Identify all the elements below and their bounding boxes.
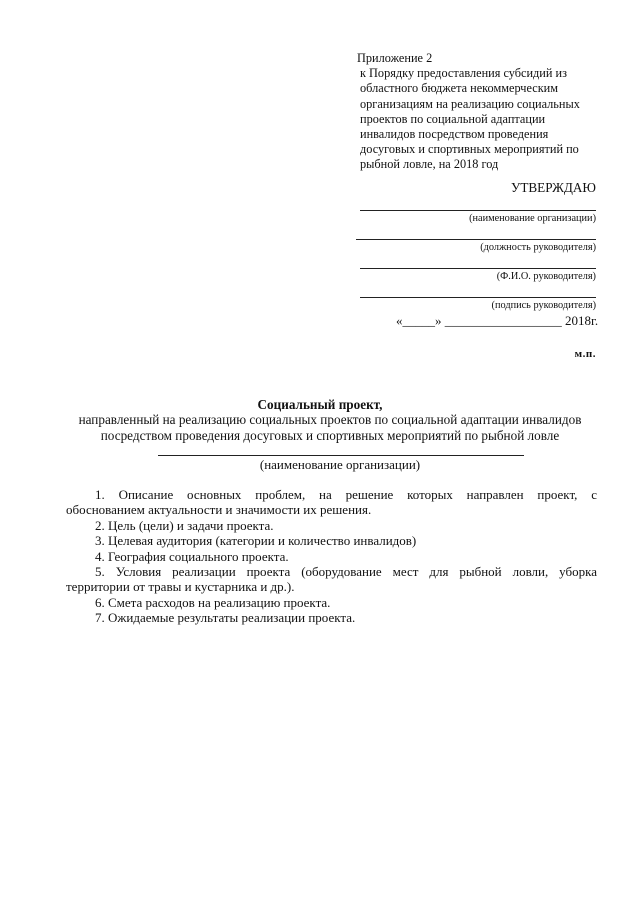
list-item: [95, 549, 597, 564]
signature-line-name: [360, 268, 596, 269]
list-item: [95, 533, 597, 548]
item-number: 7.: [95, 610, 105, 626]
item-number: 4.: [95, 548, 105, 564]
signature-line-organization: [360, 210, 596, 211]
list-item: [95, 487, 597, 502]
caption-name: (Ф.И.О. руководителя): [496, 271, 596, 282]
project-subtitle-line: направленный на реализацию социальных проектов по социальной адаптации инвалидов: [78, 412, 582, 427]
project-sections-list: [66, 487, 598, 626]
list-item-continuation: обоснованием актуальности и значимости их решения.: [66, 502, 372, 518]
appendix-line: к Порядку предоставления субсидий из: [360, 66, 567, 81]
appendix-line: инвалидов посредством проведения: [360, 127, 549, 142]
organization-name-caption: (наименование организации): [259, 457, 421, 472]
project-subtitle-line: посредством проведения досуговых и спортивных мероприятий по рыбной ловле: [100, 427, 560, 443]
appendix-line: областного бюджета некоммерческим: [360, 81, 559, 96]
item-text: География социального проекта.: [108, 548, 289, 564]
project-title: Социальный проект,: [257, 397, 383, 412]
appendix-line: организациям на реализацию социальных: [360, 96, 580, 111]
item-text: Описание основных проблем, на решение которых направлен проект, с: [118, 487, 597, 502]
appendix-line: досуговых и спортивных мероприятий по: [360, 142, 579, 157]
item-text: Целевая аудитория (категории и количество инвалидов): [108, 533, 417, 549]
approval-heading: УТВЕРЖДАЮ: [510, 180, 596, 195]
caption-position: (должность руководителя): [480, 242, 596, 253]
caption-signature: (подпись руководителя): [491, 300, 596, 311]
item-number: 1.: [95, 487, 105, 502]
item-text: Условия реализации проекта (оборудование мест для рыбной ловли, уборка: [115, 564, 598, 580]
item-number: 2.: [95, 517, 105, 533]
project-subtitle: [60, 412, 600, 443]
list-item-continuation: территории от травы и кустарника и др.).: [66, 579, 295, 595]
list-item: [95, 595, 597, 610]
item-text: Цель (цели) и задачи проекта.: [108, 517, 274, 533]
list-item: [95, 518, 597, 533]
item-number: 6.: [95, 594, 105, 610]
caption-organization: (наименование организации): [469, 213, 596, 224]
appendix-line: проектов по социальной адаптации: [360, 111, 546, 126]
list-item: [95, 564, 597, 579]
stamp-placeholder: м.п.: [574, 348, 596, 360]
appendix-header: [357, 51, 607, 173]
list-item: [95, 610, 597, 625]
item-number: 3.: [95, 533, 105, 549]
appendix-line: рыбной ловле, на 2018 год: [360, 157, 499, 172]
signature-line-position: [356, 239, 596, 240]
appendix-title: Приложение 2: [357, 51, 433, 65]
organization-name-line: [158, 455, 524, 456]
approval-date-line: «_____» __________________ 2018г.: [396, 313, 599, 328]
item-text: Ожидаемые результаты реализации проекта.: [108, 610, 356, 626]
item-text: Смета расходов на реализацию проекта.: [108, 594, 331, 610]
item-number: 5.: [95, 564, 105, 580]
signature-line-signature: [360, 297, 596, 298]
